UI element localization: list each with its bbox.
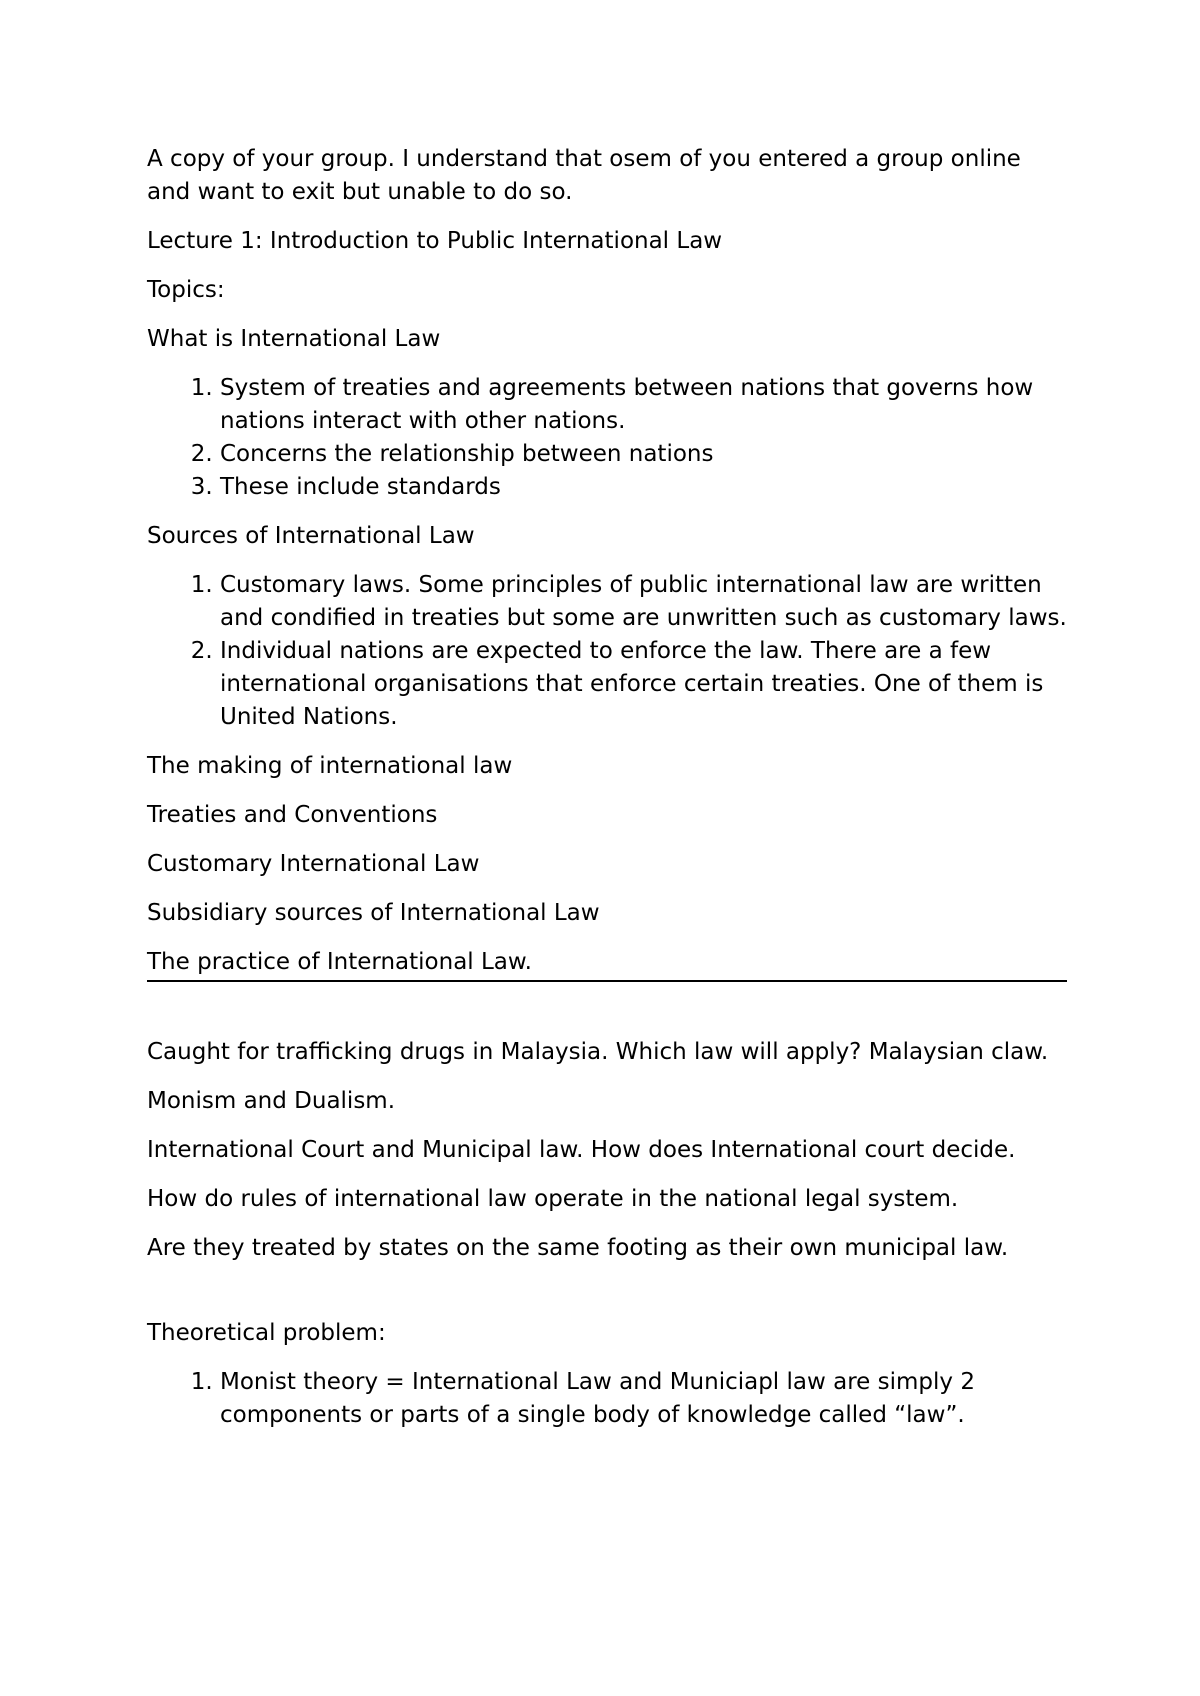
list-item: 2. Concerns the relationship between nations [220, 438, 1067, 471]
list-item: 1. Monist theory = International Law and Municiapl law are simply 2 components or parts of a single body of knowledge called “law”. [220, 1366, 1067, 1432]
practice-paragraph: The practice of International Law. [147, 946, 1067, 982]
sources-list [147, 569, 1067, 734]
document-body [147, 143, 1067, 1448]
what-is-heading: What is International Law [147, 326, 441, 352]
subsidiary-paragraph: Subsidiary sources of International Law [147, 900, 600, 926]
what-is-list [147, 372, 1067, 504]
customary-paragraph: Customary International Law [147, 851, 480, 877]
lecture-title: Lecture 1: Introduction to Public International Law [147, 228, 723, 254]
theoretical-heading: Theoretical problem: [147, 1320, 386, 1346]
topics-label: Topics: [147, 277, 225, 303]
list-item: 2. Individual nations are expected to enforce the law. There are a few international organisations that enforce certain treaties. One of them is United Nations. [220, 635, 1067, 734]
treated-paragraph: Are they treated by states on the same footing as their own municipal law. [147, 1235, 1009, 1261]
intro-paragraph: A copy of your group. I understand that osem of you entered a group online and want to exit but unable to do so. [147, 146, 1021, 205]
theory-list [147, 1366, 1067, 1432]
list-item: 1. System of treaties and agreements between nations that governs how nations interact with other nations. [220, 372, 1067, 438]
court-paragraph: International Court and Municipal law. How does International court decide. [147, 1137, 1016, 1163]
treaties-paragraph: Treaties and Conventions [147, 802, 438, 828]
list-item: 3. These include standards [220, 471, 1067, 504]
how-rules-paragraph: How do rules of international law operate in the national legal system. [147, 1186, 959, 1212]
caught-paragraph: Caught for trafficking drugs in Malaysia. Which law will apply? Malaysian claw. [147, 1039, 1049, 1065]
list-item: 1. Customary laws. Some principles of public international law are written and condified in treaties but some are unwritten such as customary laws. [220, 569, 1067, 635]
monism-paragraph: Monism and Dualism. [147, 1088, 396, 1114]
sources-heading: Sources of International Law [147, 523, 475, 549]
making-paragraph: The making of international law [147, 753, 513, 779]
